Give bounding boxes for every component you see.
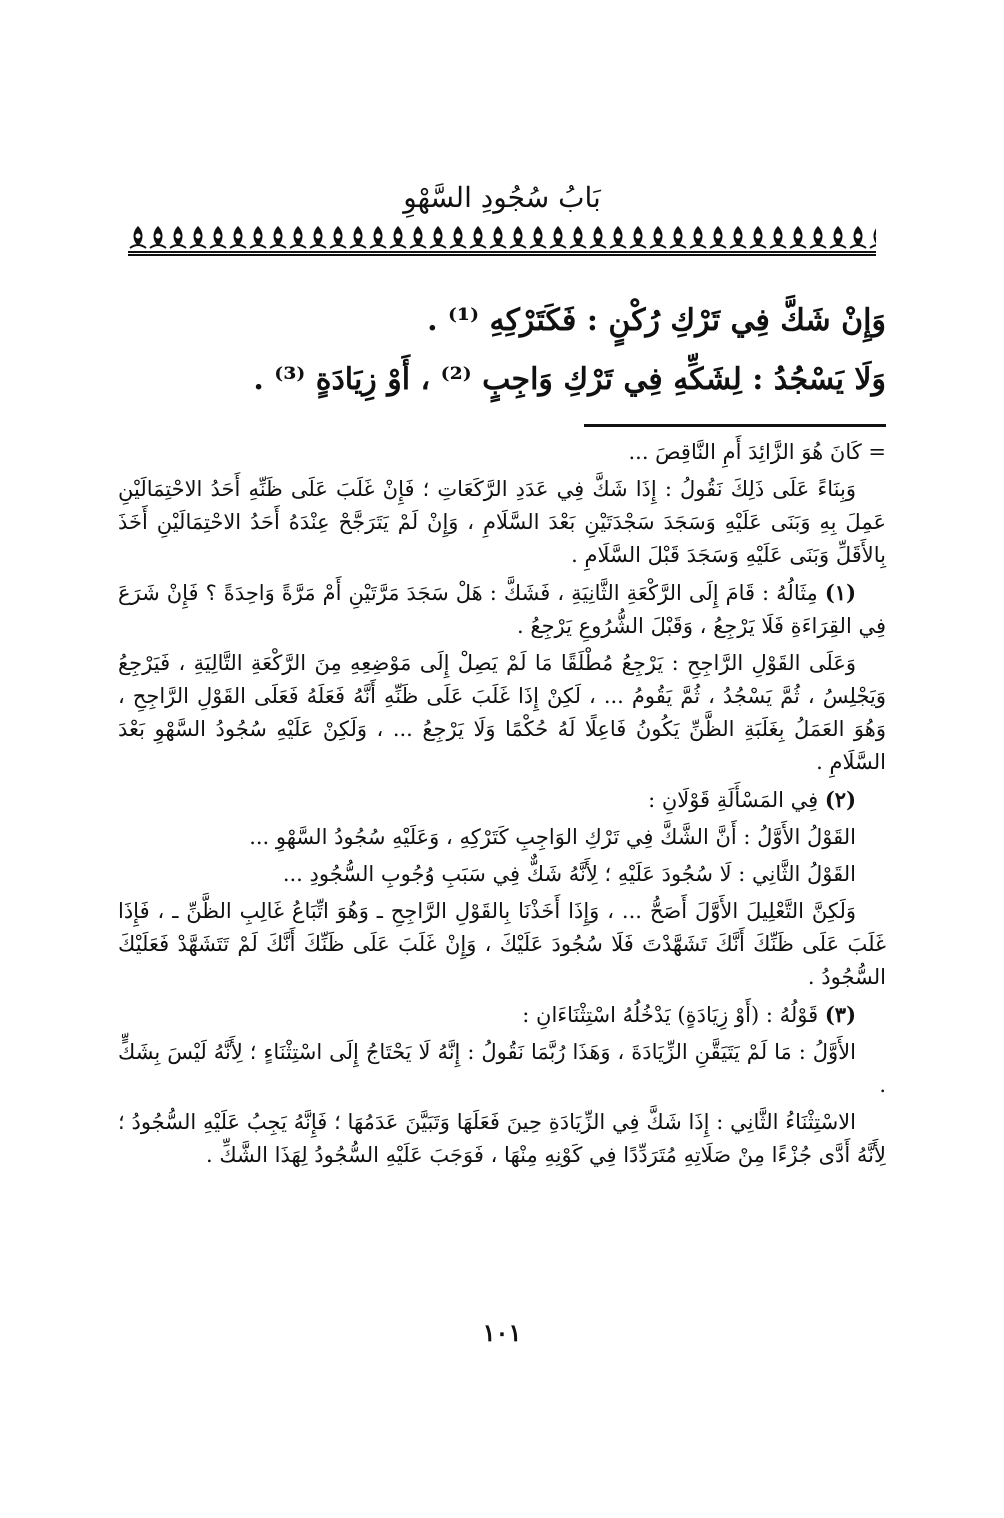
exception-2: الاسْتِثْنَاءُ الثَّانِي : إِذَا شَكَّ فِي الزِّيَادَةِ حِينَ فَعَلَهَا وَتَبَيَّنَ عَدَمُهَا ؛ فَإِنَّهُ يَجِبُ عَلَيْهِ السُّجُودُ ؛ لِأَنَّهُ أَدَّى جُزْءًا مِنْ صَلَاتِهِ مُتَرَدِّدًا فِي كَوْنِهِ مِنْهَا ، فَوَجَبَ عَلَيْهِ السُّجُودُ لِهَذَا الشَّكِّ .	[118, 1110, 886, 1167]
page-number: ١٠١	[482, 1318, 522, 1347]
footnote-1	[118, 576, 886, 643]
opinion-1: القَوْلُ الأَوَّلُ : أَنَّ الشَّكَّ فِي تَرْكِ الوَاجِبِ كَتَرْكِهِ ، وَعَلَيْهِ سُجُودُ السَّهْوِ ...	[249, 825, 856, 849]
footnote-1-text: مِثَالُهُ : قَامَ إِلَى الرَّكْعَةِ الثَّانِيَةِ ، فَشَكَّ : هَلْ سَجَدَ مَرَّتَيْنِ أَمْ مَرَّةً وَاحِدَةً ؟ فَإِنْ شَرَعَ فِي القِرَاءَةِ فَلَا يَرْجِعُ ، وَقَبْلَ الشُّرُوعِ يَرْجِعُ .	[118, 581, 886, 638]
footnotes	[118, 436, 886, 1176]
matn-line-2: وَلَا يَسْجُدُ : لِشَكِّهِ فِي تَرْكِ وَاجِبٍ ⁽²⁾ ، أَوْ زِيَادَةٍ ⁽³⁾ .	[253, 362, 886, 397]
footnote-separator	[584, 424, 886, 427]
ornament-graphic	[128, 222, 876, 256]
footnote-2-text: فِي المَسْأَلَةِ قَوْلَانِ :	[648, 788, 819, 812]
footnote-1-label: (١)	[824, 580, 856, 605]
footnote-2	[118, 783, 886, 817]
note-paragraph: وَعَلَى القَوْلِ الرَّاجِحِ : يَرْجِعُ مُطْلَقًا مَا لَمْ يَصِلْ إِلَى مَوْضِعِهِ مِنَ الرَّكْعَةِ التَّالِيَةِ ، فَيَرْجِعُ وَيَجْلِسُ ، ثُمَّ يَسْجُدُ ، ثُمَّ يَقُومُ ... ، لَكِنْ إِذَا غَلَبَ عَلَى ظَنِّهِ أَنَّهُ فَعَلَهُ فَعَلَى القَوْلِ الرَّاجِحِ ، وَهُوَ العَمَلُ بِغَلَبَةِ الظَّنِّ يَكُونُ فَاعِلًا لَهُ حُكْمًا وَلَا يَرْجِعُ ... ، وَلَكِنْ عَلَيْهِ سُجُودُ السَّهْوِ بَعْدَ السَّلَامِ .	[118, 651, 886, 774]
matn-line-1: وَإِنْ شَكَّ فِي تَرْكِ رُكْنٍ : فَكَتَرْكِهِ ⁽¹⁾ .	[427, 303, 886, 338]
footnote-3	[118, 998, 886, 1032]
footnote-3-text: قَوْلُهُ : (أَوْ زِيَادَةٍ) يَدْخُلُهُ اسْتِثْنَاءَانِ :	[522, 1003, 819, 1027]
footnote-continuation: = كَانَ هُوَ الزَّائِدَ أَمِ النَّاقِصَ ...	[628, 440, 886, 464]
chapter-title: بَابُ سُجُودِ السَّهْوِ	[403, 181, 601, 214]
opinion-2: القَوْلُ الثَّانِي : لَا سُجُودَ عَلَيْهِ ؛ لِأَنَّهُ شَكٌّ فِي سَبَبِ وُجُوبِ السُّجُودِ ...	[282, 862, 856, 886]
note-paragraph: وَبِنَاءً عَلَى ذَلِكَ نَقُولُ : إِذَا شَكَّ فِي عَدَدِ الرَّكَعَاتِ ؛ فَإِنْ غَلَبَ عَلَى ظَنِّهِ أَحَدُ الاحْتِمَالَيْنِ عَمِلَ بِهِ وَبَنَى عَلَيْهِ وَسَجَدَ سَجْدَتَيْنِ بَعْدَ السَّلَامِ ، وَإِنْ لَمْ يَتَرَجَّحْ عِنْدَهُ أَحَدُ الاحْتِمَالَيْنِ أَخَذَ بِالأَقَلِّ وَبَنَى عَلَيْهِ وَسَجَدَ قَبْلَ السَّلَامِ .	[118, 477, 886, 567]
exception-1: الأَوَّلُ : مَا لَمْ يَتَيَقَّنِ الزِّيَادَةَ ، وَهَذَا رُبَّمَا نَقُولُ : إِنَّهُ لَا يَحْتَاجُ إِلَى اسْتِثْنَاءٍ ؛ لِأَنَّهُ لَيْسَ بِشَكٍّ .	[118, 1040, 886, 1097]
footnote-3-label: (٣)	[824, 1002, 856, 1027]
note-paragraph: وَلَكِنَّ التَّعْلِيلَ الأَوَّلَ أَصَحُّ ... ، وَإِذَا أَخَذْنَا بِالقَوْلِ الرَّاجِحِ ـ وَهُوَ اتِّبَاعُ غَالِبِ الظَّنِّ ـ ، فَإِذَا غَلَبَ عَلَى ظَنِّكَ أَنَّكَ تَشَهَّدْتَ فَلَا سُجُودَ عَلَيْكَ ، وَإِنْ غَلَبَ عَلَى ظَنِّكَ أَنَّكَ لَمْ تَتَشَهَّدْ فَعَلَيْكَ السُّجُودُ .	[118, 899, 886, 989]
ornamental-border	[128, 222, 876, 256]
footnote-2-label: (٢)	[824, 787, 856, 812]
